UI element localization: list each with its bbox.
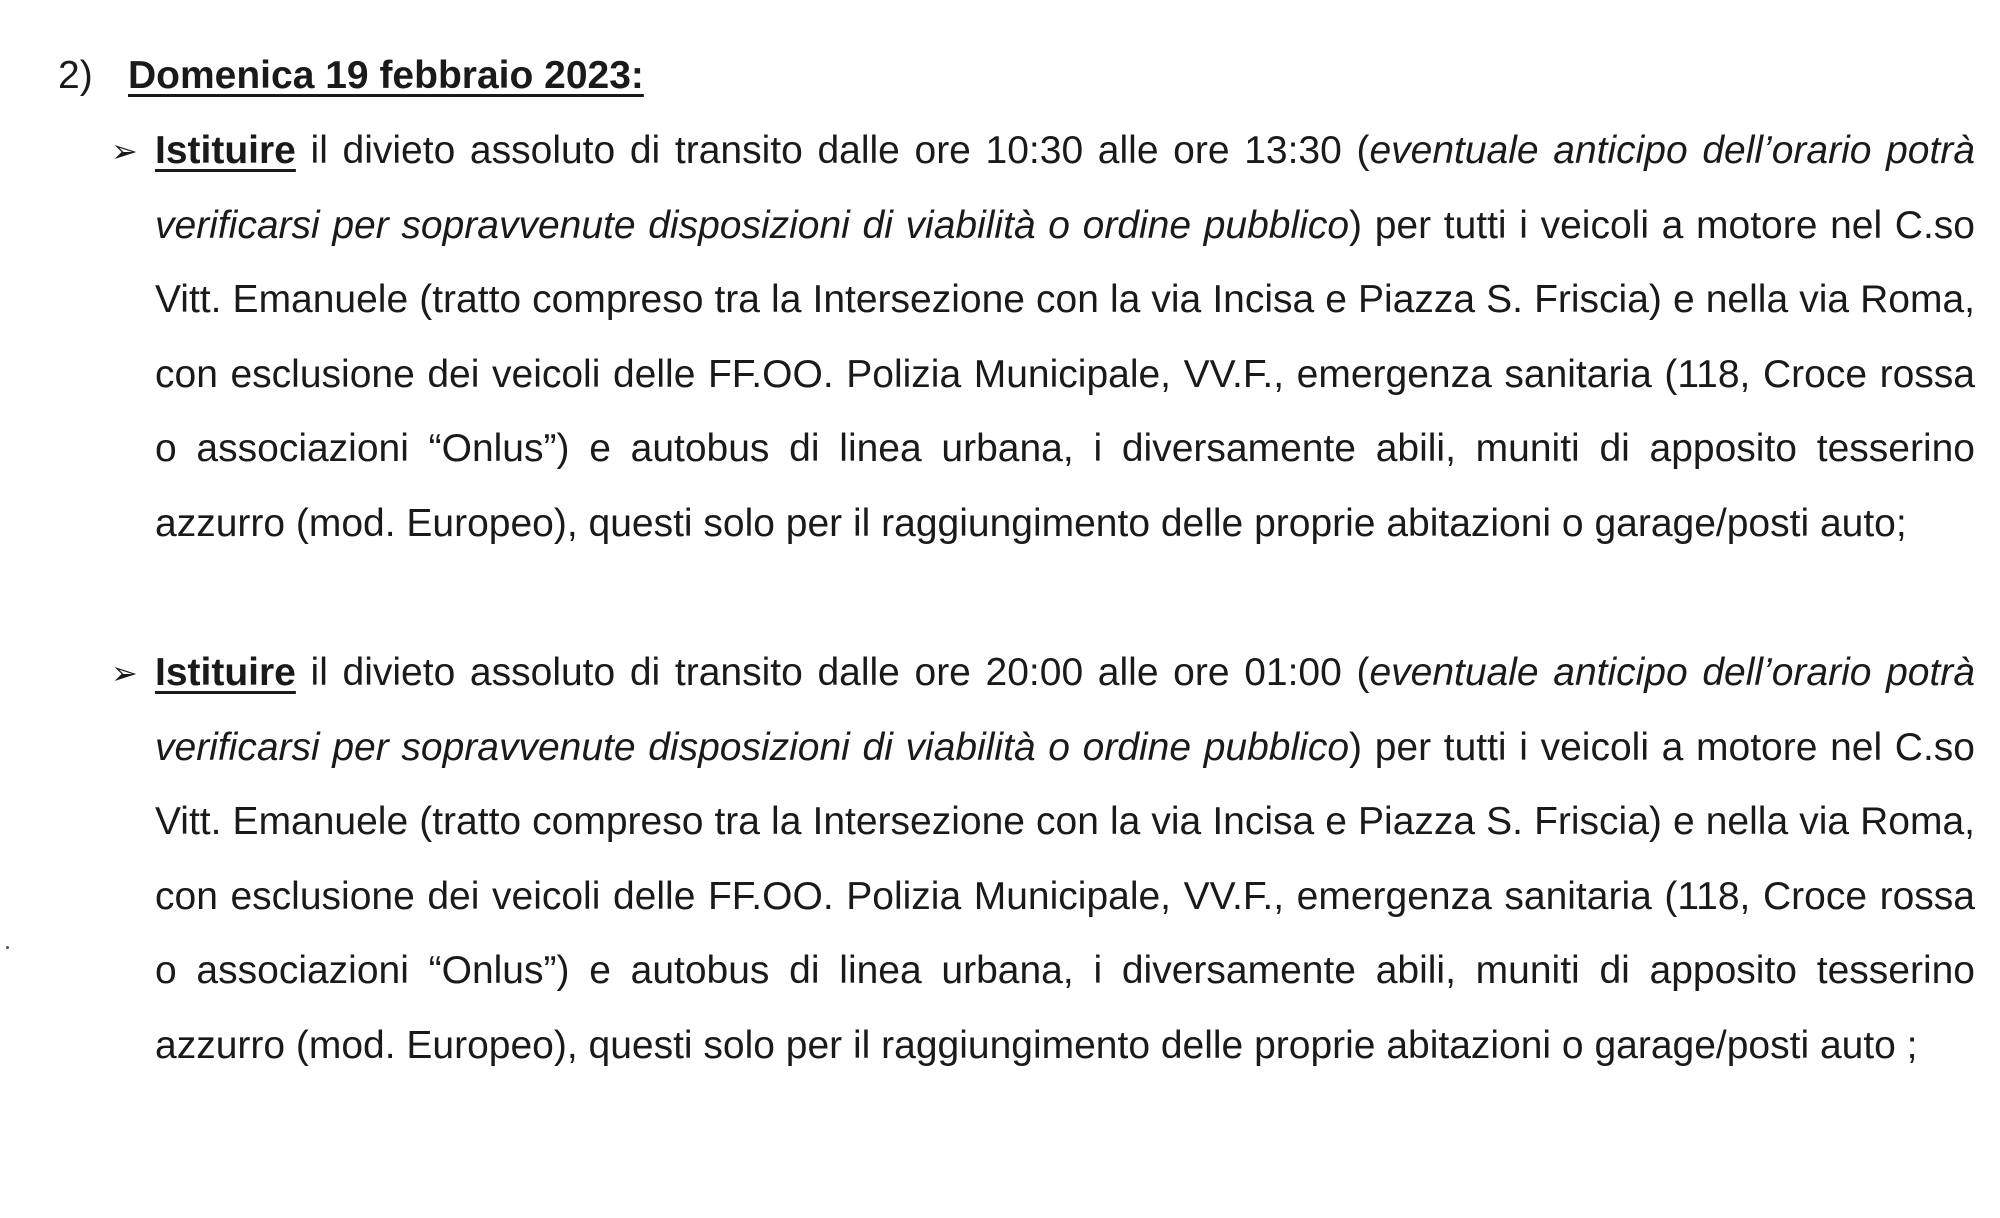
arrow-bullet-icon: ➢ <box>111 133 138 169</box>
item-verb: Istituire <box>155 651 296 694</box>
item-verb: Istituire <box>155 129 296 172</box>
item-text-after: ) per tutti i veicoli a motore nel C.so Vitt. Emanuele (tratto compreso tra la Intersezione con la via Incisa e Piazza S. Friscia) e nella via Roma, con esclusione dei veicoli delle FF.OO. Polizia Municipale, VV.F., emergenza sanitaria (118, Croce rossa o associazioni “Onlus”) e autobus di linea urbana, i diversamente abili, muniti di apposito tesserino azzurro (mod. Europeo), questi solo per il raggiungimento delle proprie abitazioni o garage/posti auto ; <box>155 725 1975 1067</box>
item-text-before: il divieto assoluto di transito dalle ore 20:00 alle ore 01:00 ( <box>295 651 1370 694</box>
list-item <box>111 114 1975 562</box>
item-italic-note: eventuale anticipo dell’orario potrà verificarsi per sopravvenute disposizioni di viabilità o ordine pubblico <box>155 651 1975 769</box>
scan-speck <box>6 946 9 949</box>
list-item <box>111 636 1975 1084</box>
item-text-after: ) per tutti i veicoli a motore nel C.so Vitt. Emanuele (tratto compreso tra la Intersezione con la via Incisa e Piazza S. Friscia) e nella via Roma, con esclusione dei veicoli delle FF.OO. Polizia Municipale, VV.F., emergenza sanitaria (118, Croce rossa o associazioni “Onlus”) e autobus di linea urbana, i diversamente abili, muniti di apposito tesserino azzurro (mod. Europeo), questi solo per il raggiungimento delle proprie abitazioni o garage/posti auto; <box>155 203 1975 545</box>
section-heading <box>58 46 644 106</box>
arrow-bullet-icon: ➢ <box>111 655 138 691</box>
section-title: Domenica 19 febbraio 2023: <box>128 54 644 97</box>
item-italic-note: eventuale anticipo dell’orario potrà verificarsi per sopravvenute disposizioni di viabilità o ordine pubblico <box>155 129 1975 247</box>
item-text-before: il divieto assoluto di transito dalle ore 10:30 alle ore 13:30 ( <box>295 129 1370 172</box>
section-number: 2) <box>58 54 93 97</box>
